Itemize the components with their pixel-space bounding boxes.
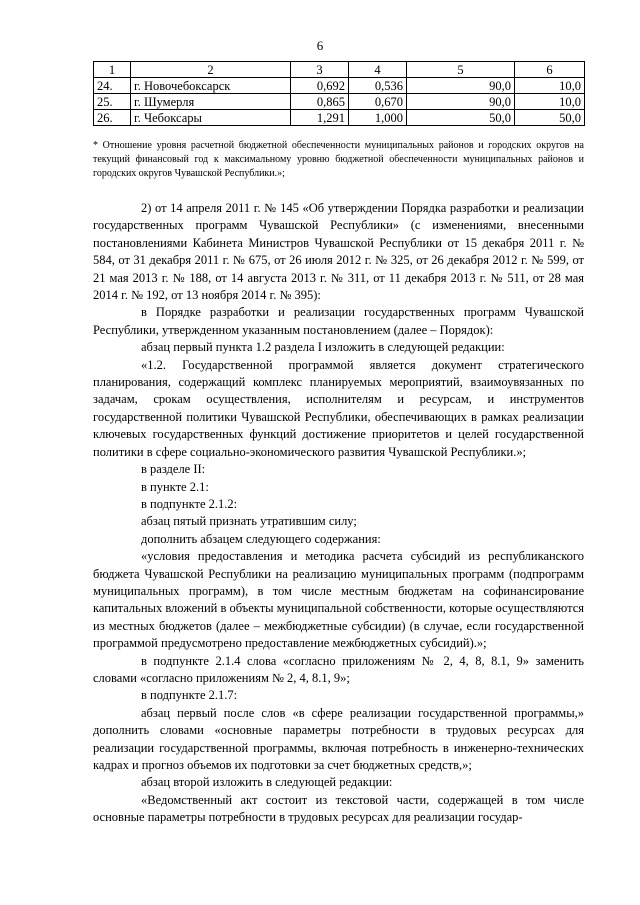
paragraph: в разделе II:: [141, 462, 206, 477]
table-cell: 90,0: [407, 94, 515, 110]
row-number: 25.: [94, 94, 131, 110]
header-cell: 4: [349, 62, 407, 78]
table-cell: 0,865: [291, 94, 349, 110]
row-number: 26.: [94, 110, 131, 126]
paragraph: 2) от 14 апреля 2011 г. № 145 «Об утверждении Порядка разработки и реализации государственных программ Чувашской Республики» (с изменениями, внесенными постановлениями Кабинета Министров Чувашской Республики от 15 декабря 2011 г. № 584, от 31 декабря 2011 г. № 675, от 26 июля 2012 г. № 325, от 26 декабря 2012 г. № 599, от 21 мая 2013 г. № 188, от 14 августа 2013 г. № 311, от 11 декабря 2013 г. № 511, от 28 мая 2014 г. № 192, от 13 ноября 2014 г. № 395):: [93, 201, 584, 303]
paragraph: в Порядке разработки и реализации государственных программ Чувашской Республики, утвержденном указанным постановлением (далее – Порядок):: [93, 305, 584, 337]
paragraph: «1.2. Государственной программой является документ стратегического планирования, содержащий комплекс планируемых мероприятий, взаимоувязанных по задачам, срокам осуществления, исполнителям и ресурсам, и инструментов государственной политики Чувашской Республики, обеспечивающих в рамках реализации ключевых государственных функций достижение приоритетов и целей государственной политики в сфере социально-экономического развития Чувашской Республики.»;: [93, 357, 584, 459]
header-cell: 2: [131, 62, 291, 78]
paragraph: «Ведомственный акт состоит из текстовой части, содержащей в том числе основные параметры потребности в трудовых ресурсах для реализации государ-: [93, 792, 584, 825]
table-row: [94, 94, 585, 110]
footnote: * Отношение уровня расчетной бюджетной обеспеченности муниципальных районов и городских округов на текущий финансовый год к максимальному уровню бюджетной обеспеченности муниципальных районов и городских округов Чувашской Республики.»;: [93, 140, 584, 179]
city-name: г. Чебоксары: [131, 110, 291, 126]
table-cell: 1,000: [349, 110, 407, 126]
header-cell: 1: [94, 62, 131, 78]
paragraph: «условия предоставления и методика расчета субсидий из республиканского бюджета Чувашской Республики на реализацию муниципальных программ (подпрограмм муниципальных программ), в том числе местным бюджетам на софинансирование капитальных вложений в объекты муниципальной собственности, которые осуществляются из местных бюджетов (далее – межбюджетные субсидии) (в случае, если государственной программой предусмотрено предоставление межбюджетных субсидий).»;: [93, 549, 584, 651]
row-number: 24.: [94, 78, 131, 94]
table-cell: 10,0: [515, 78, 585, 94]
table-cell: 0,536: [349, 78, 407, 94]
table-cell: 0,670: [349, 94, 407, 110]
paragraph: в подпункте 2.1.7:: [141, 688, 238, 703]
paragraph: абзац первый после слов «в сфере реализации государственной программы,» дополнить словами «основные параметры потребности в трудовых ресурсах для реализации государственной программы, включая потребность в инженерно-технических кадрах и прогноз объемов их подготовки за счет бюджетных средств,»;: [93, 705, 584, 772]
table-row: [94, 110, 585, 126]
paragraph: в пункте 2.1:: [141, 479, 209, 494]
paragraph: дополнить абзацем следующего содержания:: [141, 531, 381, 546]
city-name: г. Шумерля: [131, 94, 291, 110]
table-row: [94, 78, 585, 94]
paragraph: абзац пятый признать утратившим силу;: [141, 514, 357, 529]
paragraph: абзац второй изложить в следующей редакции:: [141, 775, 393, 790]
table-cell: 50,0: [407, 110, 515, 126]
header-cell: 6: [515, 62, 585, 78]
table-cell: 90,0: [407, 78, 515, 94]
table-cell: 0,692: [291, 78, 349, 94]
table-cell: 1,291: [291, 110, 349, 126]
table-header-row: [94, 62, 585, 78]
header-cell: 3: [291, 62, 349, 78]
paragraph: абзац первый пункта 1.2 раздела I изложить в следующей редакции:: [141, 340, 505, 355]
header-cell: 5: [407, 62, 515, 78]
page-number: 6: [316, 38, 324, 53]
body-text: [93, 200, 584, 827]
paragraph: в подпункте 2.1.4 слова «согласно приложениям № 2, 4, 8, 8.1, 9» заменить словами «согласно приложениям № 2, 4, 8.1, 9»;: [93, 653, 584, 685]
table-cell: 50,0: [515, 110, 585, 126]
city-name: г. Новочебоксарск: [131, 78, 291, 94]
paragraph: в подпункте 2.1.2:: [141, 496, 238, 511]
table-cell: 10,0: [515, 94, 585, 110]
data-table: [93, 61, 585, 126]
